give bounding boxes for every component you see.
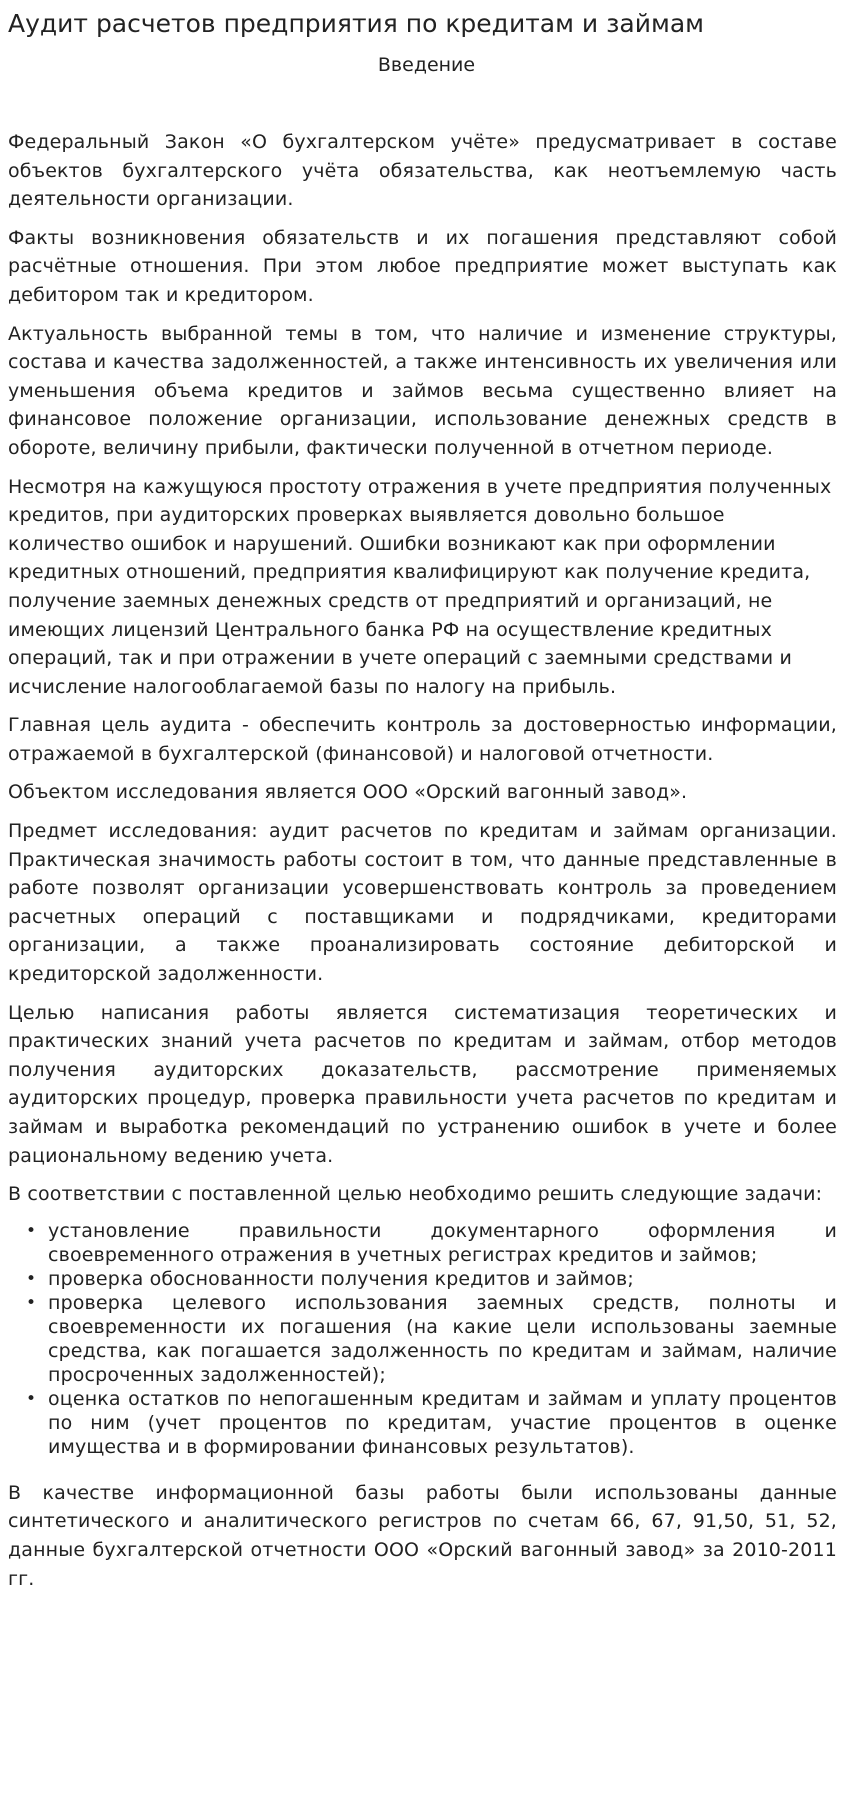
paragraph-2: Факты возникновения обязательств и их погашения представляют собой расчётные отношения. При этом любое предприятие может выступать как дебитором так и кредитором. [8,226,837,306]
task-text: проверка обоснованности получения кредитов и займов; [48,1267,634,1290]
paragraph-7: Предмет исследования: аудит расчетов по кредитам и займам организации. Практическая значимость работы состоит в том, что данные представленные в работе позволят организации усовершенствовать контроль за проведением расчетных операций с поставщиками и подрядчиками, кредиторами организации, а также проанализировать состояние дебиторской и кредиторской задолженности. [8,820,837,986]
list-item [26,1387,837,1459]
task-text: установление правильности документарного оформления и своевременного отражения в учетных регистрах кредитов и займов; [48,1219,837,1266]
document-title: Аудит расчетов предприятия по кредитам и займам [8,9,704,38]
bullet-icon: • [26,1388,37,1409]
document-page [8,0,837,1603]
bullet-icon: • [26,1268,37,1289]
task-list [8,1219,837,1459]
final-paragraph: В качестве информационной базы работы были использованы данные синтетического и аналитического регистров по счетам 66, 67, 91,50, 51, 52, данные бухгалтерской отчетности ООО «Орский вагонный завод» за 2010-2011 гг. [8,1481,837,1590]
bullet-icon: • [26,1292,37,1313]
paragraph-8: Целью написания работы является систематизация теоретических и практических знаний учета расчетов по кредитам и займам, отбор методов получения аудиторских доказательств, рассмотрение применяемых аудиторских процедур, проверка правильности учета расчетов по кредитам и займам и выработка рекомендаций по устранению ошибок в учете и более рациональному ведению учета. [8,1001,837,1167]
document-body [8,128,837,1593]
bullet-icon: • [26,1220,37,1241]
list-item [26,1219,837,1267]
paragraph-5: Главная цель аудита - обеспечить контроль за достоверностью информации, отражаемой в бухгалтерской (финансовой) и налоговой отчетности. [8,714,837,765]
task-text: оценка остатков по непогашенным кредитам и займам и уплату процентов по ним (учет процентов по кредитам, участие процентов в оценке имущества и в формировании финансовых результатов). [48,1387,837,1458]
paragraph-4: Несмотря на кажущуюся простоту отражения в учете предприятия полученных кредитов, при аудиторских проверках выявляется довольно большое количество ошибок и нарушений. Ошибки возникают как при оформлении кредитных отношений, предприятия квалифицируют как получение кредита, получение заемных денежных средств от предприятий и организаций, не имеющих лицензий Центрального банка РФ на осуществление кредитных операций, так и при отражении в учете операций с заемными средствами и исчисление налогооблагаемой базы по налогу на прибыль. [8,475,832,698]
list-item [26,1291,837,1387]
paragraph-3: Актуальность выбранной темы в том, что наличие и изменение структуры, состава и качества задолженностей, а также интенсивность их увеличения или уменьшения объема кредитов и займов весьма существенно влияет на финансовое положение организации, использование денежных средств в обороте, величину прибыли, фактически полученной в отчетном периоде. [8,322,837,459]
paragraph-6: Объектом исследования является ООО «Орский вагонный завод». [8,781,688,804]
paragraph-1: Федеральный Закон «О бухгалтерском учёте» предусматривает в составе объектов бухгалтерского учёта обязательства, как неотъемлемую часть деятельности организации. [8,131,837,211]
section-heading: Введение [377,54,476,76]
tasks-intro: В соответствии с поставленной целью необходимо решить следующие задачи: [8,1183,823,1206]
task-text: проверка целевого использования заемных средств, полноты и своевременности их погашения (на какие цели использованы заемные средства, как погашается задолженность по кредитам и займам, наличие просроченных задолженностей); [48,1291,837,1386]
list-item [26,1267,837,1291]
